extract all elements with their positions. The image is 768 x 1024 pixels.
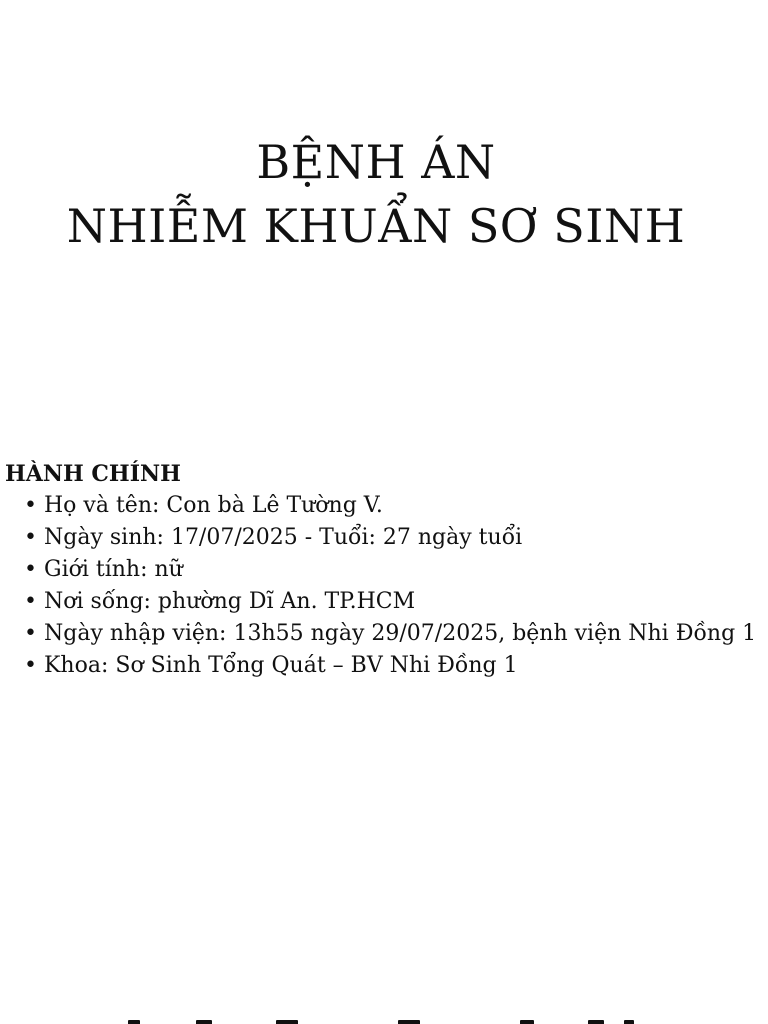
- list-item-department: [24, 650, 768, 682]
- next-section-heading-cutoff: [0, 1000, 752, 1024]
- patient-info-list: [5, 490, 768, 682]
- list-item-residence: [24, 586, 768, 618]
- document-title: [0, 130, 752, 258]
- bullet-icon: •: [24, 557, 37, 582]
- bullet-icon: •: [24, 653, 37, 678]
- department-info: Khoa: Sơ Sinh Tổng Quát – BV Nhi Đồng 1: [44, 653, 518, 678]
- bullet-icon: •: [24, 589, 37, 614]
- list-item-admission: [24, 618, 768, 650]
- glyph-fragment: [276, 1020, 298, 1024]
- patient-birthdate: Ngày sinh: 17/07/2025 - Tuổi: 27 ngày tuổi: [44, 525, 523, 550]
- list-item-birthdate: [24, 522, 768, 554]
- glyph-fragment: [196, 1020, 212, 1024]
- bullet-icon: •: [24, 621, 37, 646]
- bullet-icon: •: [24, 525, 37, 550]
- administrative-section: [5, 458, 768, 682]
- patient-name: Họ và tên: Con bà Lê Tường V.: [44, 493, 383, 518]
- admission-info: Ngày nhập viện: 13h55 ngày 29/07/2025, bệnh viện Nhi Đồng 1: [44, 621, 757, 646]
- title-line-1: BỆNH ÁN: [256, 135, 496, 189]
- glyph-fragment: [520, 1020, 534, 1024]
- bullet-icon: •: [24, 493, 37, 518]
- patient-residence: Nơi sống: phường Dĩ An. TP.HCM: [44, 589, 416, 614]
- glyph-fragment: [624, 1020, 634, 1024]
- section-heading: HÀNH CHÍNH: [5, 461, 181, 487]
- patient-sex: Giới tính: nữ: [44, 557, 183, 582]
- list-item-name: [24, 490, 768, 522]
- title-line-2: NHIỄM KHUẨN SƠ SINH: [66, 199, 686, 253]
- glyph-fragment: [588, 1020, 604, 1024]
- glyph-fragment: [398, 1020, 420, 1024]
- list-item-sex: [24, 554, 768, 586]
- glyph-fragment: [128, 1020, 140, 1024]
